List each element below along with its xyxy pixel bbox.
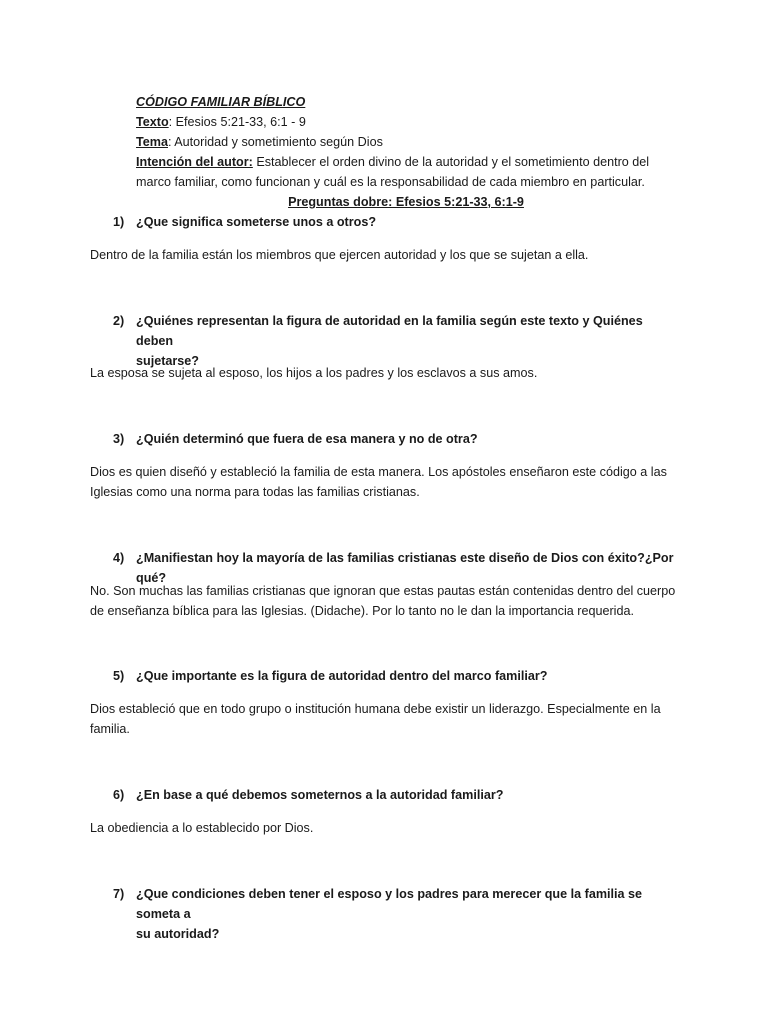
- question-number: 6): [113, 788, 125, 802]
- question-5: [113, 666, 678, 686]
- answer-text-cont: de enseñanza bíblica para las Iglesias. (Didache). Por lo tanto no le dan la importancia requerida.: [90, 604, 634, 618]
- answer-6: [90, 818, 680, 838]
- answer-text: La esposa se sujeta al esposo, los hijos a los padres y los esclavos a sus amos.: [90, 366, 538, 380]
- texto-value: : Efesios 5:21-33, 6:1 - 9: [168, 115, 306, 129]
- question-6: [113, 785, 678, 805]
- question-2: [113, 311, 678, 371]
- question-text: ¿Quién determinó que fuera de esa manera y no de otra?: [136, 432, 478, 446]
- intencion-label: Intención del autor:: [136, 155, 253, 169]
- answer-text: La obediencia a lo establecido por Dios.: [90, 821, 314, 835]
- question-number: 5): [113, 669, 125, 683]
- question-text: ¿Que importante es la figura de autoridad dentro del marco familiar?: [136, 669, 548, 683]
- tema-label: Tema: [136, 135, 168, 149]
- question-number: 3): [113, 432, 125, 446]
- answer-3: [90, 462, 680, 502]
- texto-line: [136, 112, 676, 132]
- question-7: [113, 884, 678, 944]
- question-text: ¿Que significa someterse unos a otros?: [136, 215, 377, 229]
- question-text-cont: su autoridad?: [136, 927, 220, 941]
- answer-text: No. Son muchas las familias cristianas que ignoran que estas pautas están contenidas dentro del cuerpo: [90, 584, 676, 598]
- question-text: ¿Manifiestan hoy la mayoría de las familias cristianas este diseño de Dios con éxito?¿Por qué?: [136, 551, 674, 585]
- answer-5: [90, 699, 680, 739]
- document-header: [136, 92, 676, 192]
- question-number: 2): [113, 314, 125, 328]
- document-title: CÓDIGO FAMILIAR BÍBLICO: [136, 95, 306, 109]
- question-text: ¿Quiénes representan la figura de autoridad en la familia según este texto y Quiénes deben: [136, 314, 643, 348]
- answer-text: Dios es quien diseñó y estableció la familia de esta manera. Los apóstoles enseñaron este código a las: [90, 465, 667, 479]
- answer-2: [90, 363, 680, 383]
- question-1: [113, 212, 678, 232]
- answer-text-cont: Iglesias como una norma para todas las familias cristianas.: [90, 485, 420, 499]
- texto-label: Texto: [136, 115, 169, 129]
- question-number: 4): [113, 551, 125, 565]
- intencion-line: [136, 152, 676, 172]
- intencion-line-2: marco familiar, como funcionan y cuál es la responsabilidad de cada miembro en particular.: [136, 175, 645, 189]
- answer-text-cont: familia.: [90, 722, 130, 736]
- answer-4: [90, 581, 680, 621]
- intencion-value: Establecer el orden divino de la autoridad y el sometimiento dentro del: [252, 155, 650, 169]
- question-3: [113, 429, 678, 449]
- document-subtitle: Preguntas dobre: Efesios 5:21-33, 6:1-9: [288, 195, 524, 209]
- question-text-cont: sujetarse?: [136, 354, 199, 368]
- answer-text: Dentro de la familia están los miembros que ejercen autoridad y los que se sujetan a ella.: [90, 248, 589, 262]
- question-number: 7): [113, 887, 125, 901]
- question-text: ¿En base a qué debemos someternos a la autoridad familiar?: [136, 788, 504, 802]
- answer-text: Dios estableció que en todo grupo o institución humana debe existir un liderazgo. Especialmente en la: [90, 702, 661, 716]
- tema-line: [136, 132, 676, 152]
- question-text: ¿Que condiciones deben tener el esposo y los padres para merecer que la familia se someta a: [136, 887, 643, 921]
- tema-value: : Autoridad y sometimiento según Dios: [167, 135, 383, 149]
- answer-1: [90, 245, 680, 265]
- question-number: 1): [113, 215, 125, 229]
